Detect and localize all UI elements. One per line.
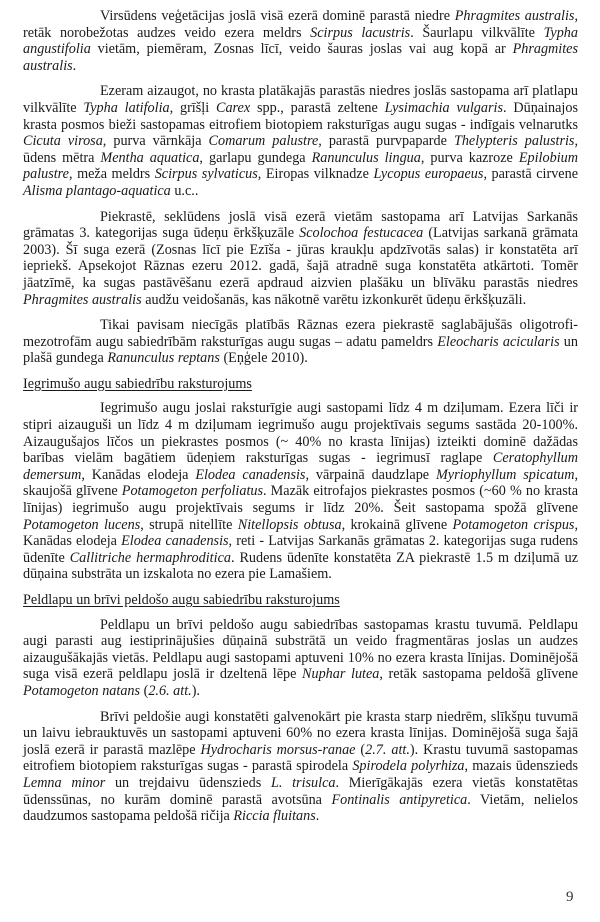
text-run: . (72, 57, 77, 74)
text-run: , retāk norobežotas audzes veido ezera meldrs (23, 8, 578, 41)
text-run: Piekrastē, seklūdens joslā visā ezerā vietām sastopama arī Latvijas Sarkanās grāmatas 3. kategorijas suga ūdeņu ērkšķuzāle (23, 208, 578, 242)
text-run: vietām, piemēram, Zosnas līcī, veido šauras joslas vai aug kopā ar (90, 41, 513, 58)
species-name: Scirpus sylvaticus (154, 166, 258, 183)
species-name: Lysimachia vulgaris (384, 99, 503, 116)
species-name: Lemna minor (23, 774, 106, 791)
species-name: Carex (216, 99, 251, 116)
species-name: Potamogeton natans (23, 682, 141, 699)
text-run: , Kanādas elodeja (81, 466, 196, 483)
species-name: 2.6. att. (148, 682, 192, 699)
species-name: Phragmites australis (23, 291, 142, 308)
species-name: Typha latifolia (83, 99, 170, 116)
text-run: , parastā cirvene (483, 166, 578, 183)
species-name: Callitriche hermaphroditica (69, 549, 231, 566)
species-name: Potamogeton lucens (23, 516, 141, 533)
text-run: (Latvijas sarkanā grāmata 2003). Šī suga ezerā (Zosnas līcī pie Ezīša - jūras kraukļu apdzīvotās salas) ir konstatēta arī iepriekš. Apsekojot Rāznas ezeru 2012. gadā, šajā atradnē suga konstatēta atkārtoti. Tomēr jāatzīmē, ka sugas pastāvēšanu ezerā apdraud aizvien plašāku un blīvāku parastās niedres (23, 225, 578, 291)
species-name: Spirodela polyrhiza (352, 758, 465, 775)
text-run: Ezeram aizaugot, no krasta platākajās parastās niedres joslās sastopama arī platlapu vilkvālīte (23, 83, 578, 116)
species-name: Ceratophyllum demersum (23, 450, 578, 483)
species-name: Phragmites australis (23, 41, 578, 74)
species-name: Nitellopsis obtusa (237, 516, 342, 533)
section-heading-submerged: Iegrimušo augu sabiedrību raksturojums (23, 375, 252, 392)
text-run: Brīvi peldošie augi konstatēti galvenokārt pie krasta starp niedrēm, slīkšņu tuvumā un laivu iebrauktuvēs un sastopami aptuveni 60% no ezera krasta līnijas. Dominējošā suga šajā joslā ezerā ir parastā mazlēpe (23, 708, 578, 758)
text-run: un trejdaivu ūdenszieds (105, 774, 271, 791)
text-run: , garlapu gundega (199, 149, 312, 166)
text-run: audžu veidošanās, kas nākotnē varētu izkonkurēt ūdeņu ērkšķuzāli. (141, 291, 527, 308)
species-name: L. trisulca (270, 774, 336, 791)
text-run: , purva vārnkāja (102, 133, 209, 150)
species-name: Elodea canadensis (121, 533, 229, 550)
text-run: , retāk sastopama peldošā glīvene (379, 666, 578, 683)
paragraph-oligotrophic-species (23, 317, 578, 367)
species-name: Mentha aquatica (100, 149, 200, 166)
species-name: Lycopus europaeus (373, 166, 484, 183)
species-name: Cicuta virosa (23, 133, 103, 150)
paragraph-submerged-plants (23, 400, 578, 583)
text-run: , strupā nitellīte (140, 516, 238, 533)
text-run: spp., parastā zeltene (250, 99, 385, 116)
text-run: Iegrimušo augu joslai raksturīgie augi sastopami līdz 4 m dziļumam. Ezera līči ir stipri aizauguši un līdz 4 m dziļumam iegrimušo augu projektīvais segums sastāda 20-100%. Aizaugušajos līčos un piekrastes posmos (~ 40% no krasta līnijas) izteikti dominē dažādas barības vielām bagātiem ūdeņiem raksturīgas sugas - iegrimusī raglape (23, 400, 578, 467)
paragraph-free-floating (23, 709, 578, 825)
text-run: , skaujošā glīvene (23, 466, 579, 500)
text-run: . (315, 808, 320, 825)
text-run: ). Krastu tuvumā sastopamas eitrofiem biotopiem raksturīgas sugas - parastā spirodela (23, 741, 578, 775)
text-run: . Dūņainajos krasta posmos bieži sastopamas eitrofiem biotopiem raksturīgas augu sugas - indīgais velnarutks (23, 99, 578, 133)
section-heading-floating: Peldlapu un brīvi peldošo augu sabiedrību raksturojums (23, 592, 340, 608)
species-name: Scirpus lacustris (310, 24, 411, 41)
text-run: , grīšļi (169, 99, 216, 116)
page-number: 9 (566, 889, 574, 905)
text-run: , mazais ūdenszieds (464, 758, 578, 775)
species-name: Scolochoa festucacea (299, 225, 424, 242)
text-run: ). (191, 682, 200, 699)
text-run: , Eiropas vilknadze (257, 166, 374, 183)
species-name: 2.7. att. (365, 741, 410, 758)
document-page (23, 8, 578, 834)
text-run: , krokainā glīvene (341, 516, 453, 533)
species-name: Typha angustifolia (23, 24, 578, 58)
paragraph-emergent-vegetation (23, 8, 578, 74)
species-name: Thelypteris palustris (453, 133, 575, 150)
paragraph-scolochoa (23, 209, 578, 309)
text-run: . Šaurlapu vilkvālīte (410, 24, 544, 41)
species-name: Elodea canadensis (195, 466, 306, 483)
text-run: , parastā purvpaparde (318, 133, 454, 150)
species-name: Epilobium palustre (23, 149, 578, 183)
text-run: , reti - Latvijas Sarkanās grāmatas 2. kategorijas suga rudens ūdenīte (23, 533, 579, 566)
species-name: Potamogeton perfoliatus (121, 483, 264, 500)
species-name: Nuphar lutea (302, 666, 380, 683)
text-run: . Rudens ūdenīte konstatēta ZA piekrastē 1.5 m dziļumā uz dūņaina substrāta un izskalota no ezera pie Lamašiem. (23, 549, 579, 583)
species-name: Fontinalis antipyretica (331, 791, 468, 808)
text-run: . Vietām, nelielos daudzumos sastopama peldošā ričija (23, 791, 579, 825)
species-name: Comarum palustre (208, 133, 319, 150)
species-name: Ranunculus reptans (107, 350, 220, 367)
paragraph-floating-leaved (23, 617, 578, 700)
species-name: Phragmites australis (454, 8, 575, 24)
text-run: , vārpainā daudzlape (305, 466, 436, 483)
paragraph-shore-overgrowth (23, 83, 578, 199)
text-run: Virsūdens veģetācijas joslā visā ezerā dominē parastā niedre (100, 8, 455, 24)
species-name: Potamogeton crispus (452, 516, 575, 533)
text-run: un plašā gundega (23, 333, 578, 367)
text-run: (Eņģele 2010). (219, 350, 308, 367)
text-run: , Kanādas elodeja (23, 516, 578, 550)
text-run: u.c.. (170, 182, 199, 199)
species-name: Myriophyllum spicatum (435, 466, 575, 483)
species-name: Eleocharis acicularis (437, 333, 560, 350)
text-run: , purva kazroze (420, 149, 519, 166)
text-run: . Mazāk eitrofajos piekrastes posmos (~60 % no krasta līnijas) iegrimušo augu projektīvais segums ir līdz 20%. Šeit sastopama spožā glīvene (23, 483, 578, 517)
species-name: Ranunculus lingua (311, 149, 421, 166)
text-run: Tikai pavisam niecīgās platībās Rāznas ezera piekrastē saglabājušās oligotrofi-mezotrofām augu sabiedrībām raksturīgas augu sugas – adatu pameldrs (23, 317, 578, 350)
text-run: Peldlapu un brīvi peldošo augu sabiedrības sastopamas krastu tuvumā. Peldlapu augi parasti aug iestiprinājušies dūņainā substrātā un veido fragmentāras joslas un audzes aizaugušākajās vietās. Peldlapu augi sastopami aptuveni 10% no ezera krasta līnijas. Dominējošā suga visā ezerā peldlapu joslā ir dzeltenā lēpe (23, 616, 578, 683)
species-name: Riccia fluitans (233, 808, 316, 825)
text-run: ( (355, 741, 366, 758)
species-name: Hydrocharis morsus-ranae (200, 741, 356, 758)
text-run: ( (140, 682, 149, 699)
species-name: Alisma plantago-aquatica (23, 182, 171, 199)
text-run: . Mierīgākajās ezera vietās konstatētas ūdenssūnas, no kurām dominē parastā avotsūna (23, 774, 578, 808)
text-run: , ūdens mētra (23, 133, 579, 166)
text-run: , meža meldrs (68, 166, 155, 183)
